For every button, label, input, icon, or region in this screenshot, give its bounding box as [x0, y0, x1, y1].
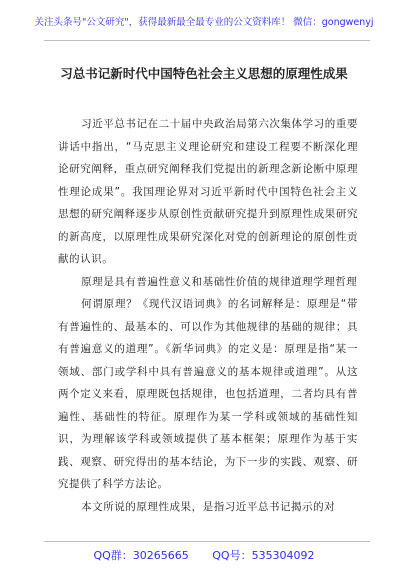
paragraph-heading: 原理是具有普遍性意义和基础性价值的规律道理学理哲理 [81, 275, 358, 288]
footer-qq-number: QQ号：535304092 [212, 549, 315, 562]
paragraph-definition: 何谓原理？《现代汉语词典》的名词解释是：原理是“带有普遍性的、最基本的、可以作为其他规律的基础的规律；具有普遍意义的道理”。《新华词典》的定义是：原理是指“某一领域、部门或学科中具有普遍意义的基本规律或道理”。从这两个定义来看，原理既包括规律，也包括道理，二者均具有普遍性、基础性的特征。原理作为某一学科或领域的基础性知识，为理解该学科或领域提供了基本框架；原理作为基于实践、观察、研究得出的基本结论，为下一步的实践、观察、研究提供了科学方法论。 [58, 298, 358, 490]
header-divider [44, 40, 370, 41]
paragraph-intro: 习近平总书记在二十届中央政治局第六次集体学习的重要讲话中指出，“马克思主义理论研究和建设工程要不断深化理论研究阐释，重点研究阐释我们党提出的新理念新论断中原理性理论成果”。我国理论界对习近平新时代中国特色社会主义思想的研究阐释逐步从原创性贡献研究提升到原理性成果研究的新高度，以原理性成果研究深化对党的创新理论的原创性贡献的认识。 [58, 118, 358, 265]
footer-divider [44, 541, 370, 542]
paragraph-continuation: 本文所说的原理性成果，是指习近平总书记揭示的对 [81, 500, 336, 513]
document-title: 习总书记新时代中国特色社会主义思想的原理性成果 [60, 66, 348, 81]
document-body [58, 113, 358, 518]
footer-contact [0, 547, 408, 563]
footer-qq-group: QQ群：30265665 [93, 549, 189, 562]
header-promo-note: 关注头条号"公文研究"，获得最新最全最专业的公文资料库！ 微信：gongwenyj [34, 17, 374, 28]
